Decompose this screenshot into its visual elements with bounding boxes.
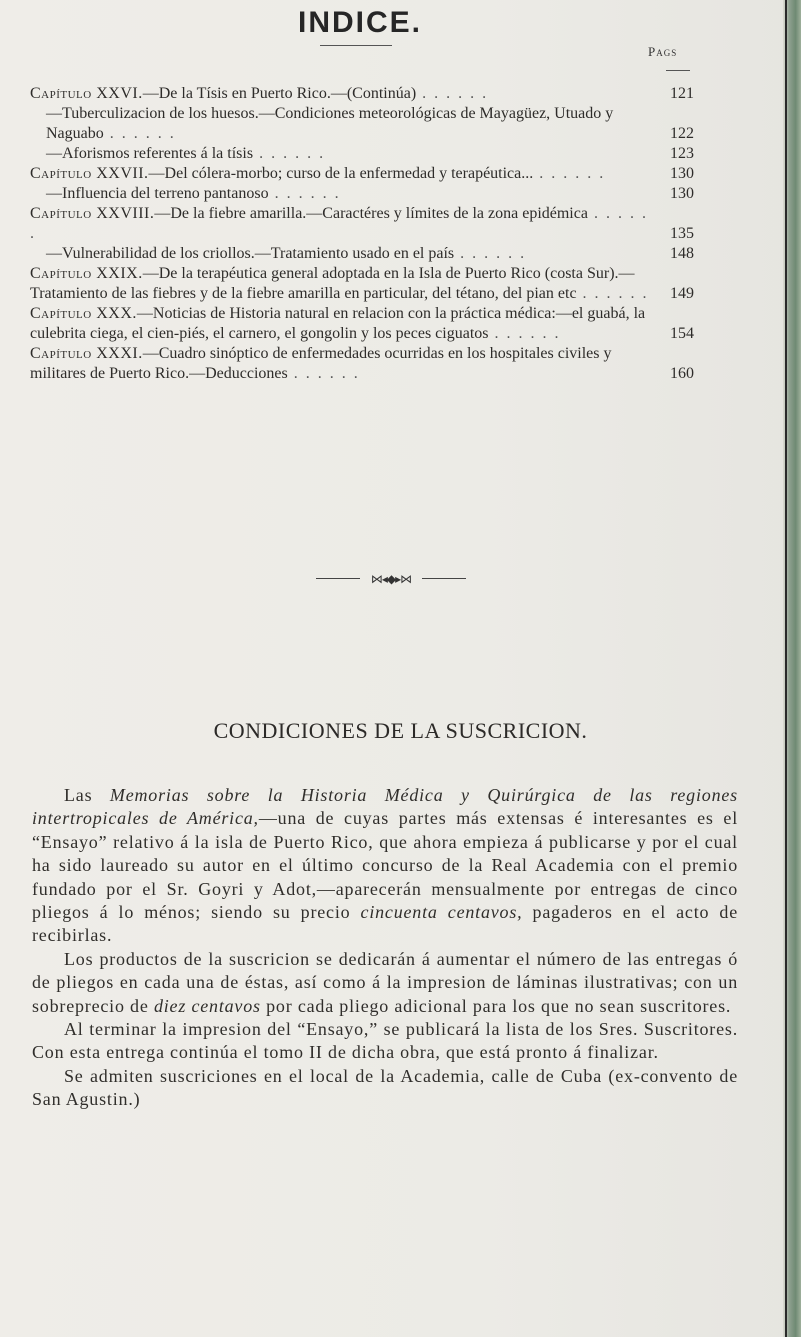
toc-entry [30,144,694,164]
toc-entry-text [30,84,694,104]
chapter-label: Capítulo XXIX. [30,265,143,282]
page-number: 154 [670,325,694,342]
chapter-label: Capítulo XXX. [30,305,137,322]
price-text: cincuenta centavos, [360,902,523,923]
toc-entry [30,264,694,304]
chapter-label: Capítulo XXVIII. [30,205,155,222]
toc-entry-text [30,104,694,144]
page-number: 130 [670,185,694,202]
toc-entry-text [30,344,694,384]
leader-dots: . . . . . . [287,365,360,382]
page-number: 149 [670,285,694,302]
ornament-divider: ⋈◂◆▸⋈ [316,572,466,587]
leader-dots: . . . . . . [488,325,561,342]
pages-column-rule [666,70,690,71]
leader-dots: . . . . . . [253,145,326,162]
binding-line [785,0,787,1337]
toc-entry-text [30,204,694,244]
chapter-description: —Del cólera-morbo; curso de la enfermedad y terapéutica... [148,165,534,182]
chapter-description: —Noticias de Historia natural en relacion con la práctica médica:—el guabá, la culebrita ciega, el cien-piés, el carnero, el gongolin y los peces ciguatos [30,305,646,342]
chapter-label: Capítulo XXVI. [30,85,143,102]
page-number: 160 [670,365,694,382]
section-heading: CONDICIONES DE LA SUSCRICION. [213,718,588,743]
toc-entry-text [30,244,694,264]
toc-entry [30,184,694,204]
chapter-description: —Cuadro sinóptico de enfermedades ocurridas en los hospitales civiles y militares de Puerto Rico.—Deducciones [30,345,612,382]
toc-entry-text [30,164,694,184]
toc-entry [30,164,694,184]
surcharge-text: diez centavos [153,995,261,1016]
page-number: 123 [670,145,694,162]
pages-column-label: Pags [648,44,678,59]
paragraph-1: Las Memorias sobre la Historia Médica y Quirúrgica de las regiones intertropicales de América,—una de cuyas partes más extensas é interesantes es el “Ensayo” relativo á la isla de Puerto Rico, que ahora empieza á publicarse y por el cual ha sido laureado su autor en el último concurso de la Real Academia con el premio fundado por el Sr. Goyri y Adot,—aparecerán mensualmente por entregas de cinco pliegos á lo ménos; siendo su precio cincuenta centavos, pagaderos en el acto de recibirlas. [32,785,738,946]
chapter-description: —Aforismos referentes á la tísis [46,145,254,162]
title-rule [320,45,392,46]
chapter-description: —De la Tísis en Puerto Rico.—(Continúa) [142,85,417,102]
paragraph-4: Se admiten suscriciones en el local de la Academia, calle de Cuba (ex-convento de San Agustin.) [32,1065,738,1110]
toc-entry [30,84,694,104]
chapter-description: —Influencia del terreno pantanoso [46,185,269,202]
page-number: 121 [670,85,694,102]
toc-entry-text [30,264,694,304]
chapter-label: Capítulo XXVII. [30,165,149,182]
page-number: 148 [670,245,694,262]
page-number: 130 [670,165,694,182]
paragraph-3: Al terminar la impresion del “Ensayo,” se publicará la lista de los Sres. Suscritores. Con esta entrega continúa el tomo II de dicha obra, que está pronto á finalizar. [32,1019,738,1063]
page-number: 135 [670,225,694,242]
leader-dots: . . . . . . [454,245,527,262]
toc-entry [30,204,694,244]
page-number: 122 [670,125,694,142]
paragraph-2: Los productos de la suscricion se dedicarán á aumentar el número de las entregas ó de pliegos en cada una de éstas, así como á la impresion de láminas ilustrativas; con un sobreprecio de diez centavos por cada pliego adicional para los que no sean suscritores. [32,948,738,1016]
chapter-description: —De la fiebre amarilla.—Caractéres y límites de la zona epidémica [154,205,588,222]
leader-dots: . . . . . . [533,165,606,182]
toc-entry-text [30,144,694,164]
toc-entry [30,304,694,344]
toc-entry-text [30,304,694,344]
leader-dots: . . . . . . [576,285,649,302]
toc-entry-text [30,184,694,204]
leader-dots: . . . . . . [416,85,489,102]
toc-entry [30,104,694,144]
leader-dots: . . . . . . [30,205,648,242]
subscription-conditions [32,784,738,1112]
toc-entry [30,344,694,384]
work-title: Memorias sobre la Historia Médica y Quirúrgica de las regiones intertropicales de América, [32,785,738,829]
chapter-description: —De la terapéutica general adoptada en la Isla de Puerto Rico (costa Sur).—Tratamiento de las fiebres y de la fiebre amarilla en particular, del tétano, del pian etc [30,265,635,302]
chapter-description: —Vulnerabilidad de los criollos.—Tratamiento usado en el país [46,245,455,262]
leader-dots: . . . . . . [103,125,176,142]
chapter-label: Capítulo XXXI. [30,345,143,362]
toc-entry [30,244,694,264]
leader-dots: . . . . . . [268,185,341,202]
page-title: INDICE. [297,6,422,39]
table-of-contents [30,84,694,384]
chapter-description: —Tuberculizacion de los huesos.—Condiciones meteorológicas de Mayagüez, Utuado y Naguabo [46,105,614,142]
